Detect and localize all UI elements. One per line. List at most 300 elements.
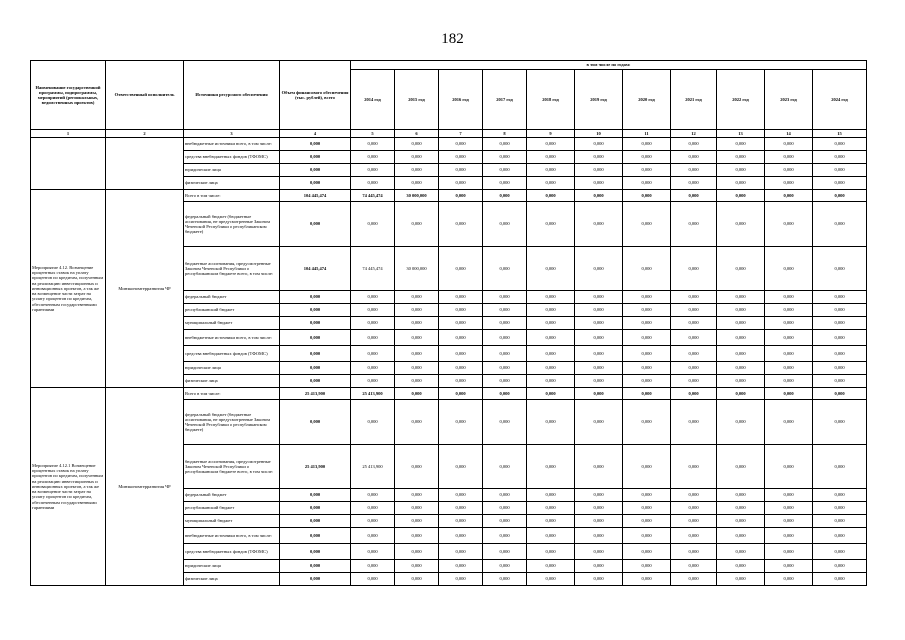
value-cell: 0,000 <box>575 202 623 247</box>
value-cell: 0,000 <box>765 560 813 573</box>
header-total: Объем финансового обеспечения (тыс. рублей), всего <box>280 61 351 130</box>
value-cell: 0,000 <box>623 445 671 489</box>
source-cell: бюджетные ассигнования, предусмотренные Законом Чеченской Республики о республиканском бюджете всего, в том числе: <box>184 445 280 489</box>
source-cell: физические лица <box>184 573 280 586</box>
value-cell: 0,000 <box>717 573 765 586</box>
value-cell: 0,000 <box>395 573 439 586</box>
value-cell: 0,000 <box>351 528 395 544</box>
table-row <box>31 138 867 151</box>
value-cell: 0,000 <box>623 304 671 317</box>
value-cell: 0,000 <box>623 177 671 190</box>
value-cell: 0,000 <box>717 151 765 164</box>
value-cell: 0,000 <box>765 445 813 489</box>
source-cell: Всего в том числе: <box>184 388 280 400</box>
value-cell: 0,000 <box>575 388 623 400</box>
value-cell: 0,000 <box>483 560 527 573</box>
value-cell: 0,000 <box>575 362 623 375</box>
value-cell: 0,000 <box>439 544 483 560</box>
column-number: 1 <box>31 130 106 138</box>
value-cell: 0,000 <box>575 489 623 502</box>
value-cell: 0,000 <box>717 330 765 346</box>
value-cell: 0,000 <box>527 138 575 151</box>
value-cell: 0,000 <box>813 362 867 375</box>
value-cell: 25 413,900 <box>280 445 351 489</box>
value-cell: 0,000 <box>575 304 623 317</box>
value-cell: 0,000 <box>280 291 351 304</box>
value-cell: 0,000 <box>765 202 813 247</box>
header-year: 2022 год <box>717 70 765 130</box>
value-cell: 0,000 <box>623 515 671 528</box>
value-cell: 0,000 <box>439 362 483 375</box>
value-cell: 0,000 <box>483 202 527 247</box>
column-number: 7 <box>439 130 483 138</box>
column-number: 5 <box>351 130 395 138</box>
value-cell: 0,000 <box>813 375 867 388</box>
value-cell: 0,000 <box>813 388 867 400</box>
source-cell: внебюджетные источники всего, в том числе: <box>184 330 280 346</box>
value-cell: 0,000 <box>671 388 717 400</box>
value-cell: 0,000 <box>483 138 527 151</box>
value-cell: 0,000 <box>527 291 575 304</box>
value-cell: 0,000 <box>527 164 575 177</box>
value-cell: 0,000 <box>483 445 527 489</box>
value-cell: 0,000 <box>765 164 813 177</box>
value-cell: 0,000 <box>351 304 395 317</box>
value-cell: 0,000 <box>765 375 813 388</box>
value-cell: 0,000 <box>395 164 439 177</box>
source-cell: федеральный бюджет (бюджетные ассигнования, не предусмотренные Законом Чеченской Республики о республиканском бюджете) <box>184 202 280 247</box>
value-cell: 0,000 <box>395 177 439 190</box>
value-cell: 0,000 <box>395 151 439 164</box>
value-cell: 0,000 <box>280 304 351 317</box>
value-cell: 0,000 <box>527 346 575 362</box>
source-cell: средства внебюджетных фондов (ТФОМС) <box>184 544 280 560</box>
header-year: 2024 год <box>813 70 867 130</box>
value-cell: 0,000 <box>575 560 623 573</box>
value-cell: 0,000 <box>671 560 717 573</box>
value-cell: 0,000 <box>717 362 765 375</box>
value-cell: 0,000 <box>395 362 439 375</box>
value-cell: 0,000 <box>280 202 351 247</box>
value-cell: 25 413,900 <box>351 445 395 489</box>
value-cell: 0,000 <box>813 304 867 317</box>
value-cell: 0,000 <box>280 138 351 151</box>
source-cell: средства внебюджетных фондов (ТФОМС) <box>184 346 280 362</box>
value-cell: 0,000 <box>439 291 483 304</box>
value-cell: 0,000 <box>813 330 867 346</box>
value-cell: 0,000 <box>439 528 483 544</box>
value-cell: 0,000 <box>280 346 351 362</box>
value-cell: 0,000 <box>575 375 623 388</box>
value-cell: 0,000 <box>483 190 527 202</box>
value-cell: 0,000 <box>439 330 483 346</box>
source-cell: федеральный бюджет <box>184 291 280 304</box>
header-year: 2014 год <box>351 70 395 130</box>
value-cell: 0,000 <box>395 528 439 544</box>
value-cell: 0,000 <box>717 375 765 388</box>
value-cell: 0,000 <box>623 247 671 291</box>
source-cell: федеральный бюджет <box>184 489 280 502</box>
value-cell: 0,000 <box>395 544 439 560</box>
source-cell: внебюджетные источники всего, в том числе: <box>184 138 280 151</box>
measure-name-cell: Мероприятие 4.12.1 Возмещение процентных ставок на уплату процентов по кредитам, полученным на реализацию инвестиционных и инновационных проектов, а так же на возмещение части затрат на уплату процентов по кредитам, обеспеченным государственными гарантиями <box>31 388 106 586</box>
value-cell: 30 000,000 <box>395 190 439 202</box>
source-cell: бюджетные ассигнования, предусмотренные Законом Чеченской Республики о республиканском бюджете всего, в том числе: <box>184 247 280 291</box>
value-cell: 0,000 <box>280 528 351 544</box>
value-cell: 0,000 <box>717 346 765 362</box>
value-cell: 0,000 <box>575 177 623 190</box>
value-cell: 0,000 <box>813 515 867 528</box>
value-cell: 0,000 <box>395 489 439 502</box>
value-cell: 0,000 <box>351 573 395 586</box>
source-cell: республиканский бюджет <box>184 304 280 317</box>
value-cell: 0,000 <box>671 400 717 445</box>
value-cell: 0,000 <box>575 445 623 489</box>
value-cell: 0,000 <box>483 151 527 164</box>
value-cell: 0,000 <box>717 202 765 247</box>
value-cell: 0,000 <box>671 573 717 586</box>
value-cell: 0,000 <box>813 202 867 247</box>
value-cell: 0,000 <box>527 560 575 573</box>
value-cell: 0,000 <box>717 400 765 445</box>
value-cell: 0,000 <box>439 247 483 291</box>
value-cell: 0,000 <box>671 247 717 291</box>
value-cell: 0,000 <box>483 164 527 177</box>
value-cell: 0,000 <box>575 330 623 346</box>
value-cell: 0,000 <box>439 346 483 362</box>
value-cell: 0,000 <box>717 502 765 515</box>
value-cell: 0,000 <box>717 291 765 304</box>
value-cell: 0,000 <box>527 202 575 247</box>
value-cell: 0,000 <box>623 190 671 202</box>
value-cell: 25 413,900 <box>351 388 395 400</box>
continued-executor-cell <box>106 138 184 190</box>
measure-name-cell: Мероприятие 4.12. Возмещение процентных ставок на уплату процентов по кредитам, полученным на реализацию инвестиционных и инновационных проектов, а так же на возмещение части затрат на уплату процентов по кредитам, обеспеченным государственными гарантиями <box>31 190 106 388</box>
value-cell: 0,000 <box>483 346 527 362</box>
value-cell: 0,000 <box>623 330 671 346</box>
value-cell: 0,000 <box>439 138 483 151</box>
value-cell: 0,000 <box>575 528 623 544</box>
header-year: 2020 год <box>623 70 671 130</box>
value-cell: 0,000 <box>527 375 575 388</box>
value-cell: 0,000 <box>395 375 439 388</box>
value-cell: 0,000 <box>575 164 623 177</box>
value-cell: 0,000 <box>575 291 623 304</box>
value-cell: 0,000 <box>765 362 813 375</box>
header-year: 2015 год <box>395 70 439 130</box>
value-cell: 0,000 <box>395 502 439 515</box>
value-cell: 0,000 <box>575 317 623 330</box>
value-cell: 0,000 <box>623 317 671 330</box>
value-cell: 0,000 <box>813 138 867 151</box>
value-cell: 0,000 <box>351 177 395 190</box>
value-cell: 0,000 <box>439 375 483 388</box>
value-cell: 0,000 <box>671 304 717 317</box>
source-cell: юридические лица <box>184 164 280 177</box>
value-cell: 74 445,474 <box>351 190 395 202</box>
value-cell: 0,000 <box>483 528 527 544</box>
value-cell: 0,000 <box>813 528 867 544</box>
value-cell: 0,000 <box>671 177 717 190</box>
value-cell: 0,000 <box>527 317 575 330</box>
value-cell: 0,000 <box>439 445 483 489</box>
value-cell: 0,000 <box>527 362 575 375</box>
value-cell: 0,000 <box>395 304 439 317</box>
value-cell: 0,000 <box>813 445 867 489</box>
value-cell: 0,000 <box>351 291 395 304</box>
value-cell: 0,000 <box>280 515 351 528</box>
source-cell: республиканский бюджет <box>184 502 280 515</box>
value-cell: 0,000 <box>717 177 765 190</box>
source-cell: юридические лица <box>184 362 280 375</box>
value-cell: 0,000 <box>483 400 527 445</box>
value-cell: 0,000 <box>351 515 395 528</box>
value-cell: 0,000 <box>575 138 623 151</box>
value-cell: 0,000 <box>527 515 575 528</box>
value-cell: 0,000 <box>483 375 527 388</box>
value-cell: 0,000 <box>527 400 575 445</box>
value-cell: 0,000 <box>671 317 717 330</box>
value-cell: 0,000 <box>395 515 439 528</box>
value-cell: 0,000 <box>439 560 483 573</box>
value-cell: 0,000 <box>623 151 671 164</box>
header-year: 2019 год <box>575 70 623 130</box>
value-cell: 0,000 <box>575 151 623 164</box>
value-cell: 0,000 <box>439 177 483 190</box>
page-number: 182 <box>441 31 464 47</box>
value-cell: 0,000 <box>483 317 527 330</box>
value-cell: 0,000 <box>717 544 765 560</box>
value-cell: 0,000 <box>623 291 671 304</box>
value-cell: 0,000 <box>351 138 395 151</box>
value-cell: 0,000 <box>671 164 717 177</box>
value-cell: 0,000 <box>395 330 439 346</box>
value-cell: 0,000 <box>765 138 813 151</box>
value-cell: 0,000 <box>351 151 395 164</box>
value-cell: 0,000 <box>351 544 395 560</box>
value-cell: 0,000 <box>395 445 439 489</box>
value-cell: 0,000 <box>280 573 351 586</box>
table-row <box>31 388 867 400</box>
value-cell: 0,000 <box>351 317 395 330</box>
header-source: Источники ресурсного обеспечения <box>184 61 280 130</box>
value-cell: 0,000 <box>527 528 575 544</box>
value-cell: 0,000 <box>280 177 351 190</box>
value-cell: 0,000 <box>623 528 671 544</box>
value-cell: 0,000 <box>671 202 717 247</box>
value-cell: 0,000 <box>717 515 765 528</box>
value-cell: 0,000 <box>439 190 483 202</box>
value-cell: 0,000 <box>395 560 439 573</box>
value-cell: 0,000 <box>575 544 623 560</box>
value-cell: 0,000 <box>351 400 395 445</box>
value-cell: 0,000 <box>813 177 867 190</box>
value-cell: 0,000 <box>813 489 867 502</box>
value-cell: 0,000 <box>483 304 527 317</box>
value-cell: 0,000 <box>765 528 813 544</box>
value-cell: 0,000 <box>527 445 575 489</box>
value-cell: 0,000 <box>439 151 483 164</box>
value-cell: 0,000 <box>280 489 351 502</box>
value-cell: 0,000 <box>483 515 527 528</box>
value-cell: 0,000 <box>527 177 575 190</box>
value-cell: 0,000 <box>395 400 439 445</box>
executor-cell: Минэкономтерразвития ЧР <box>106 388 184 586</box>
value-cell: 0,000 <box>575 515 623 528</box>
value-cell: 0,000 <box>575 573 623 586</box>
value-cell: 0,000 <box>280 362 351 375</box>
value-cell: 0,000 <box>813 291 867 304</box>
value-cell: 0,000 <box>351 362 395 375</box>
value-cell: 0,000 <box>280 317 351 330</box>
value-cell: 0,000 <box>623 346 671 362</box>
value-cell: 0,000 <box>717 164 765 177</box>
value-cell: 0,000 <box>439 317 483 330</box>
value-cell: 0,000 <box>671 190 717 202</box>
table-header <box>31 61 867 138</box>
value-cell: 0,000 <box>671 375 717 388</box>
value-cell: 0,000 <box>765 544 813 560</box>
value-cell: 0,000 <box>351 202 395 247</box>
table-row <box>31 190 867 202</box>
value-cell: 0,000 <box>813 346 867 362</box>
value-cell: 0,000 <box>280 400 351 445</box>
source-cell: физические лица <box>184 375 280 388</box>
column-number: 15 <box>813 130 867 138</box>
column-number: 8 <box>483 130 527 138</box>
value-cell: 0,000 <box>671 502 717 515</box>
value-cell: 0,000 <box>439 489 483 502</box>
value-cell: 0,000 <box>351 330 395 346</box>
value-cell: 0,000 <box>575 400 623 445</box>
value-cell: 0,000 <box>483 573 527 586</box>
value-cell: 0,000 <box>395 388 439 400</box>
continued-name-cell <box>31 138 106 190</box>
value-cell: 0,000 <box>395 346 439 362</box>
value-cell: 0,000 <box>280 375 351 388</box>
value-cell: 0,000 <box>671 346 717 362</box>
column-number: 10 <box>575 130 623 138</box>
value-cell: 0,000 <box>671 362 717 375</box>
value-cell: 0,000 <box>765 304 813 317</box>
value-cell: 0,000 <box>671 151 717 164</box>
value-cell: 0,000 <box>280 560 351 573</box>
value-cell: 0,000 <box>483 291 527 304</box>
value-cell: 0,000 <box>575 502 623 515</box>
column-number: 6 <box>395 130 439 138</box>
value-cell: 0,000 <box>765 177 813 190</box>
column-number: 2 <box>106 130 184 138</box>
value-cell: 0,000 <box>671 489 717 502</box>
value-cell: 0,000 <box>623 573 671 586</box>
value-cell: 0,000 <box>623 202 671 247</box>
header-executor: Ответственный исполнитель <box>106 61 184 130</box>
column-number: 14 <box>765 130 813 138</box>
value-cell: 0,000 <box>623 388 671 400</box>
value-cell: 0,000 <box>765 346 813 362</box>
value-cell: 0,000 <box>439 304 483 317</box>
value-cell: 0,000 <box>717 388 765 400</box>
column-number: 9 <box>527 130 575 138</box>
value-cell: 0,000 <box>765 317 813 330</box>
value-cell: 0,000 <box>527 544 575 560</box>
value-cell: 0,000 <box>671 528 717 544</box>
column-number: 13 <box>717 130 765 138</box>
value-cell: 0,000 <box>527 573 575 586</box>
value-cell: 0,000 <box>813 544 867 560</box>
value-cell: 0,000 <box>765 400 813 445</box>
source-cell: средства внебюджетных фондов (ТФОМС) <box>184 151 280 164</box>
value-cell: 104 445,474 <box>280 190 351 202</box>
value-cell: 0,000 <box>623 544 671 560</box>
value-cell: 0,000 <box>280 330 351 346</box>
value-cell: 0,000 <box>527 247 575 291</box>
value-cell: 0,000 <box>527 330 575 346</box>
value-cell: 0,000 <box>813 400 867 445</box>
value-cell: 0,000 <box>483 247 527 291</box>
value-cell: 0,000 <box>527 304 575 317</box>
value-cell: 0,000 <box>439 388 483 400</box>
value-cell: 0,000 <box>717 445 765 489</box>
value-cell: 0,000 <box>813 560 867 573</box>
value-cell: 104 445,474 <box>280 247 351 291</box>
source-cell: внебюджетные источники всего, в том числе: <box>184 528 280 544</box>
header-year: 2023 год <box>765 70 813 130</box>
value-cell: 0,000 <box>765 330 813 346</box>
value-cell: 0,000 <box>671 544 717 560</box>
value-cell: 0,000 <box>813 502 867 515</box>
value-cell: 0,000 <box>765 388 813 400</box>
value-cell: 0,000 <box>623 560 671 573</box>
value-cell: 0,000 <box>765 489 813 502</box>
table-body <box>31 138 867 586</box>
value-cell: 0,000 <box>395 317 439 330</box>
value-cell: 0,000 <box>717 560 765 573</box>
value-cell: 0,000 <box>813 573 867 586</box>
value-cell: 0,000 <box>717 304 765 317</box>
value-cell: 0,000 <box>395 291 439 304</box>
value-cell: 0,000 <box>527 190 575 202</box>
source-cell: муниципальный бюджет <box>184 317 280 330</box>
value-cell: 0,000 <box>351 346 395 362</box>
header-name: Наименование государственной программы, подпрограммы, мероприятий (региональных, ведомственных проектов) <box>31 61 106 130</box>
header-years-caption: в том числе по годам: <box>351 61 867 70</box>
value-cell: 0,000 <box>671 291 717 304</box>
value-cell: 0,000 <box>717 190 765 202</box>
value-cell: 0,000 <box>483 388 527 400</box>
value-cell: 0,000 <box>351 560 395 573</box>
funding-table-wrapper <box>30 60 867 586</box>
value-cell: 0,000 <box>439 573 483 586</box>
value-cell: 0,000 <box>575 346 623 362</box>
value-cell: 0,000 <box>575 190 623 202</box>
column-number: 4 <box>280 130 351 138</box>
source-cell: Всего в том числе: <box>184 190 280 202</box>
value-cell: 0,000 <box>813 151 867 164</box>
value-cell: 0,000 <box>671 138 717 151</box>
executor-cell: Минэкономтерразвития ЧР <box>106 190 184 388</box>
value-cell: 0,000 <box>813 317 867 330</box>
value-cell: 0,000 <box>623 362 671 375</box>
value-cell: 0,000 <box>765 247 813 291</box>
value-cell: 0,000 <box>765 190 813 202</box>
header-year: 2017 год <box>483 70 527 130</box>
value-cell: 0,000 <box>717 528 765 544</box>
column-number: 11 <box>623 130 671 138</box>
source-cell: муниципальный бюджет <box>184 515 280 528</box>
header-year: 2021 год <box>671 70 717 130</box>
value-cell: 0,000 <box>351 502 395 515</box>
